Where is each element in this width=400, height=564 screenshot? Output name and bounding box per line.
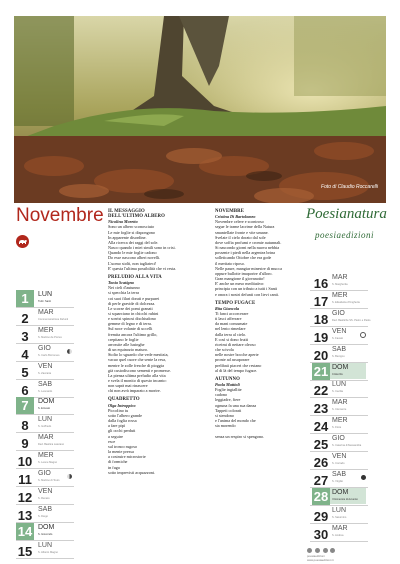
day-row [16,541,74,559]
poem-line: crepitano le foglie [108,336,139,342]
day-number: 26 [313,455,329,470]
poem-line: e onora i nostri defunti con lievi canti. [215,291,279,297]
day-row [310,434,368,452]
poem-line: e svela il monito di questo incanto: [108,378,167,383]
saint-name: S. Clemente [332,408,347,412]
saint-name: S. Alberto Magno [38,550,58,554]
day-row [16,326,74,344]
poem-line: Do esse nascono alberi novelli. [108,255,161,261]
day-row [16,505,74,523]
weekday-name: MAR [38,308,54,316]
saint-name: S. Flora [332,426,342,430]
day-row [310,470,368,488]
day-number: 18 [313,311,329,327]
day-number: 16 [313,276,329,291]
poem-line: sta morendo [215,423,236,429]
weekday-name: MAR [332,399,348,407]
day-row [310,327,368,345]
day-row [16,451,74,469]
moon-phase-icon [67,474,72,479]
weekday-name: VEN [332,327,347,335]
poem-line: di perle gravide di dolcezza. [108,300,156,306]
poem-line: Gran mangione il giovanotto! [215,276,265,282]
poem-line: Svelate il cielo dorato dal sole [215,234,266,240]
poem-line: Quando le mie foglie cadono [108,250,157,256]
moon-phase-icon [360,332,366,338]
saint-name: I Domenica di Avvento [332,497,358,501]
brand-subtitle: poesiaedizioni [315,230,374,240]
saint-name: S. Renato [38,496,50,500]
day-row [310,345,368,363]
poem-title: AUTUNNO [215,376,240,382]
weekday-name: MER [332,291,348,299]
weekday-name: SAB [332,345,347,353]
poem-line: dalla foglia rossa [108,418,137,424]
poem-line: Tappeti colorati [215,407,242,413]
saint-name: Tutti i Santi [38,300,51,303]
day-row [310,273,368,291]
day-number: 9 [21,436,29,452]
poem-line: ti lasci afferrare [215,316,242,322]
day-row [16,308,74,326]
poem-line: fremita ancora l'ultimo grillo, [108,331,158,337]
poem-line: in fuga [108,464,120,470]
day-row [310,309,371,327]
poem-author: Paola Mattioli [215,382,240,387]
day-number: 23 [313,401,329,417]
poem-title: QUADRETTO [108,397,140,403]
day-row [310,416,368,434]
poem-line: Nelle paure, mangiar minestre di mucca [215,265,282,271]
saint-name: S. Andrea [332,533,344,537]
saint-name: S. Fausto [332,336,344,340]
poem-line: pronte ad assaporare [215,357,250,363]
poem-line: Stolto lo sguardo che vede mestizia, [108,352,169,358]
poem-line: Nasco quando i miei simili sono in crisi. [108,245,176,251]
saint-name: S. Elisabetta d'Ungheria [332,300,360,304]
poem-line: sotto imprevisti acquazzoni. [108,469,156,475]
day-number: 28 [313,488,329,504]
moon-phase-icon [67,349,72,354]
poem-line: Foglie ingiallite [215,387,242,393]
poem-author: Tonia Scatigno [108,280,135,286]
poem-line: il meritato riposo. [215,260,245,266]
weekday-name: MER [38,326,54,334]
poem-line: esce [108,438,116,444]
poem-line: prelibati piaceri che restano [215,362,262,368]
saint-name: S. Leonardo [38,389,53,393]
day-number: 24 [313,419,329,435]
day-row [310,398,368,416]
day-number: 8 [21,418,29,434]
saint-name: Ded. Basilica Laterano [38,443,65,447]
poem-line: E' anche un meso meditativo: [215,281,265,287]
poems-column-2 [215,209,305,443]
brand-title: Poesianatura [306,206,387,222]
publisher-footer [307,548,337,562]
poem-line: sul tronco rugoso [108,443,138,449]
poem-spacer [108,475,208,479]
day-number: 30 [313,526,329,542]
logo-icon [330,548,335,553]
poem-line: che scivola [215,347,234,353]
saint-name: S. Carlo Borromeo [38,353,60,357]
day-row [16,415,74,433]
poem-line: sotto l'albero grande [108,412,143,418]
saint-name: Commemorazione Defunti [38,317,69,321]
poem-line: a seguire [108,433,123,439]
poem-title: NOVEMBRE [215,209,245,214]
poem-line: possente i piedi nella argentea brina [215,250,276,256]
saint-name: S. Ernesto [38,407,51,411]
poem-title: IL MESSAGGIO [108,209,145,214]
weekday-name: MAR [38,434,54,442]
day-row [16,397,74,415]
day-number: 2 [21,310,29,326]
weekday-name: DOM [38,398,55,406]
day-number: 6 [21,382,29,398]
poem-line: Ti fanci accorcerare [215,310,249,316]
poem-line: si stendono [215,412,234,418]
poem-line: nelle nostre bocche aperte [215,352,259,358]
day-row [16,344,74,362]
weekday-name: LUN [38,541,53,549]
day-number: 19 [313,329,329,345]
day-row [310,363,368,381]
saint-name: S. Goffredo [38,425,52,429]
bear-icon [16,235,29,248]
day-number: 27 [313,472,329,488]
day-number: 21 [313,363,329,379]
poem-line: Le scorze dei pomi granati [108,305,153,311]
poem-line: cadono [215,392,228,398]
poem-line: La pienza ultima preludio alla vita [108,372,166,378]
poem-line: Alla ricerca dei raggi del sole. [108,239,159,245]
day-number: 14 [17,523,33,539]
poem-line: L'uomo stolti, non tagliateci! [108,260,157,266]
weekday-name: MAR [332,274,348,281]
saint-name: S. Benigno [332,354,345,358]
day-row [310,488,368,506]
day-number: 20 [313,347,329,363]
day-row [16,380,74,398]
weekday-name: DOM [332,363,349,371]
poem-line: In apparente disordine. [108,234,147,240]
poem-line: Le mie foglie si dispongono [108,229,155,235]
day-row [16,362,74,380]
poem-line: solleticando Ottobre che era gode [215,255,272,261]
day-number: 4 [21,346,29,362]
weekday-name: GIO [38,344,51,352]
saint-name: S. Saturnino [332,515,347,519]
poem-author: Nicolina Moretto [108,219,138,225]
saint-name: S. Giocondo [38,532,53,536]
day-number: 7 [16,397,34,414]
poem-line: si squarciano in chicchi rubini [108,310,159,316]
poem-line: Piccolino tu [108,407,129,413]
day-number: 11 [18,472,32,487]
weekday-name: GIO [38,470,51,477]
day-row [16,290,74,308]
day-row [310,291,368,309]
saint-name: S. Martino di Tours [38,479,60,482]
weekday-name: GIO [332,435,345,443]
weekday-name: GIO [332,309,345,317]
publisher-address: www.poesiaedizioni.it [307,558,334,562]
day-row [310,452,368,470]
poem-line: e sorrisi spinosi dischiudono [108,316,156,322]
poem-line: principia con un tributo a tutti i Santi [215,286,277,292]
saint-name: S. Diego [38,514,48,518]
day-number: 1 [16,290,34,307]
poem-author: Cristina Di Bartolomeo [215,214,256,220]
day-row [16,523,74,541]
poem-line: si specchia la terra [108,290,140,296]
weekday-name: VEN [38,362,53,370]
day-number: 3 [21,328,29,344]
poem-line: vacuo quel cuore che sente la resa, [108,357,167,363]
forest-photo [14,16,386,203]
poem-title: TEMPO FUGACE [215,300,256,306]
poem-author: Rita Giancola [215,305,240,311]
poem-line: E così si dono frutti [215,336,249,342]
poem-line: chi non avrà imparato a morire. [108,388,161,394]
poem-spacer [215,439,305,443]
weekday-name: SAB [332,470,347,478]
poem-line: e l'anima del mondo che [215,418,256,424]
weekday-name: LUN [332,381,347,389]
poem-title: PRELUDIO ALLA VITA [108,274,162,280]
poem-line: riceimi di nettare oleoso [215,341,256,347]
month-title: Novembre [16,205,104,226]
poem-title: DELL'ULTIMO ALBERO [108,214,165,220]
poem-line: Novembre celere e scontroso [215,219,264,225]
saint-name: S. Virgilio [332,479,343,483]
poem-line: di formiche [108,459,128,465]
day-number: 15 [17,543,33,559]
day-row [310,380,368,398]
poem-author: Olga Introppico [108,402,136,408]
poem-line: Si nascondo giorni nella nuova nebbia [215,245,280,251]
saint-name: S. Zaccaria [38,371,52,375]
poem-line: E' questa l'ultima possibilità che vi resta. [108,265,177,271]
day-row [16,433,74,451]
weekday-name: SAB [38,505,53,513]
weekday-name: SAB [38,380,53,388]
poem-line: la mente pressa [108,449,134,455]
poem-line: ognuna fa una sua danza [215,402,257,408]
poem-line: nel lento rimedare [215,326,246,332]
logo-icon [307,548,312,553]
poem-line: arrossite alle lusinghe [108,341,145,347]
saint-name: S. Margherita [332,283,348,286]
poem-line: da mani consumate [215,321,248,327]
saint-name: Cristo Re [332,372,343,376]
saint-name: S. Caterina d'Alessandria [332,444,362,448]
poem-line: gli occhi perduti [108,428,136,434]
weekday-name: VEN [332,453,347,460]
day-number: 25 [313,437,329,453]
poem-line: leggiadre, fiere [215,397,241,403]
poem-line: di un equinozio maturo. [108,347,149,353]
poem-line: gemme di legno e di terra. [108,321,152,327]
poem-line: Nei cieli d'autunno [108,285,140,291]
saint-name: S. Corrado [332,462,345,465]
poem-line: a fare pipì [108,423,125,429]
poem-line: segue le trame lacrime della Natura [215,224,275,230]
saint-name: S. Leone Magno [38,461,58,465]
day-row [16,487,74,505]
poem-line: Sono un albero sconosciuto [108,224,155,230]
publisher-name: poesiaedizioni [307,554,325,558]
weekday-name: MER [38,452,54,460]
saint-name: S. Martino de Porres [38,335,62,339]
day-row [16,469,74,487]
day-number: 12 [17,489,33,505]
day-number: 10 [17,454,33,470]
day-number: 17 [313,293,329,309]
poem-line: già custodiscono sementi e promesse. [108,367,171,373]
day-row [310,506,368,524]
logo-icon [315,548,320,553]
poem-line: Sul noce volante di uccelli [108,326,153,332]
poem-line: dalla terra al cielo. [215,331,247,337]
poem-line: a costruire microstorie [108,454,146,460]
day-number: 5 [21,364,29,380]
poem-line: smantellate fronte e vite umane. [215,229,269,235]
saint-name: S. Cecilia [332,390,343,394]
weekday-name: DOM [38,523,55,531]
poem-line: senza un respiro si spengono. [215,433,265,439]
day-number: 29 [313,508,329,524]
day-row [310,524,368,542]
poem-line: al di là del tempo fugace. [215,367,258,373]
poem-line: coi suoi filari dorati e purpurei [108,295,160,301]
photo-credit: Foto di Claudio Roccarelli [321,184,378,190]
moon-phase-icon [361,475,366,480]
logo-icon [323,548,328,553]
poem-line: dove soffia profumi e cromie autunnali. [215,239,282,245]
poem-line: mentre le zolle fresche di pioggia [108,362,164,368]
weekday-name: MER [332,417,348,425]
weekday-name: MAR [332,524,348,532]
weekday-name: LUN [38,416,53,424]
weekday-name: LUN [332,506,347,514]
day-number: 22 [313,383,329,399]
day-number: 13 [17,507,33,523]
poem-line: non saprà mai rinascere [108,383,148,389]
poems-column-1 [108,209,208,479]
saint-name: Ded. Basiliche SS. Pietro e Paolo [332,318,371,322]
weekday-name: VEN [38,487,53,495]
weekday-name: DOM [332,488,349,496]
poem-line: oppure bullotte imaporire d'alloro. [215,270,273,276]
weekday-name: LUN [38,291,53,298]
